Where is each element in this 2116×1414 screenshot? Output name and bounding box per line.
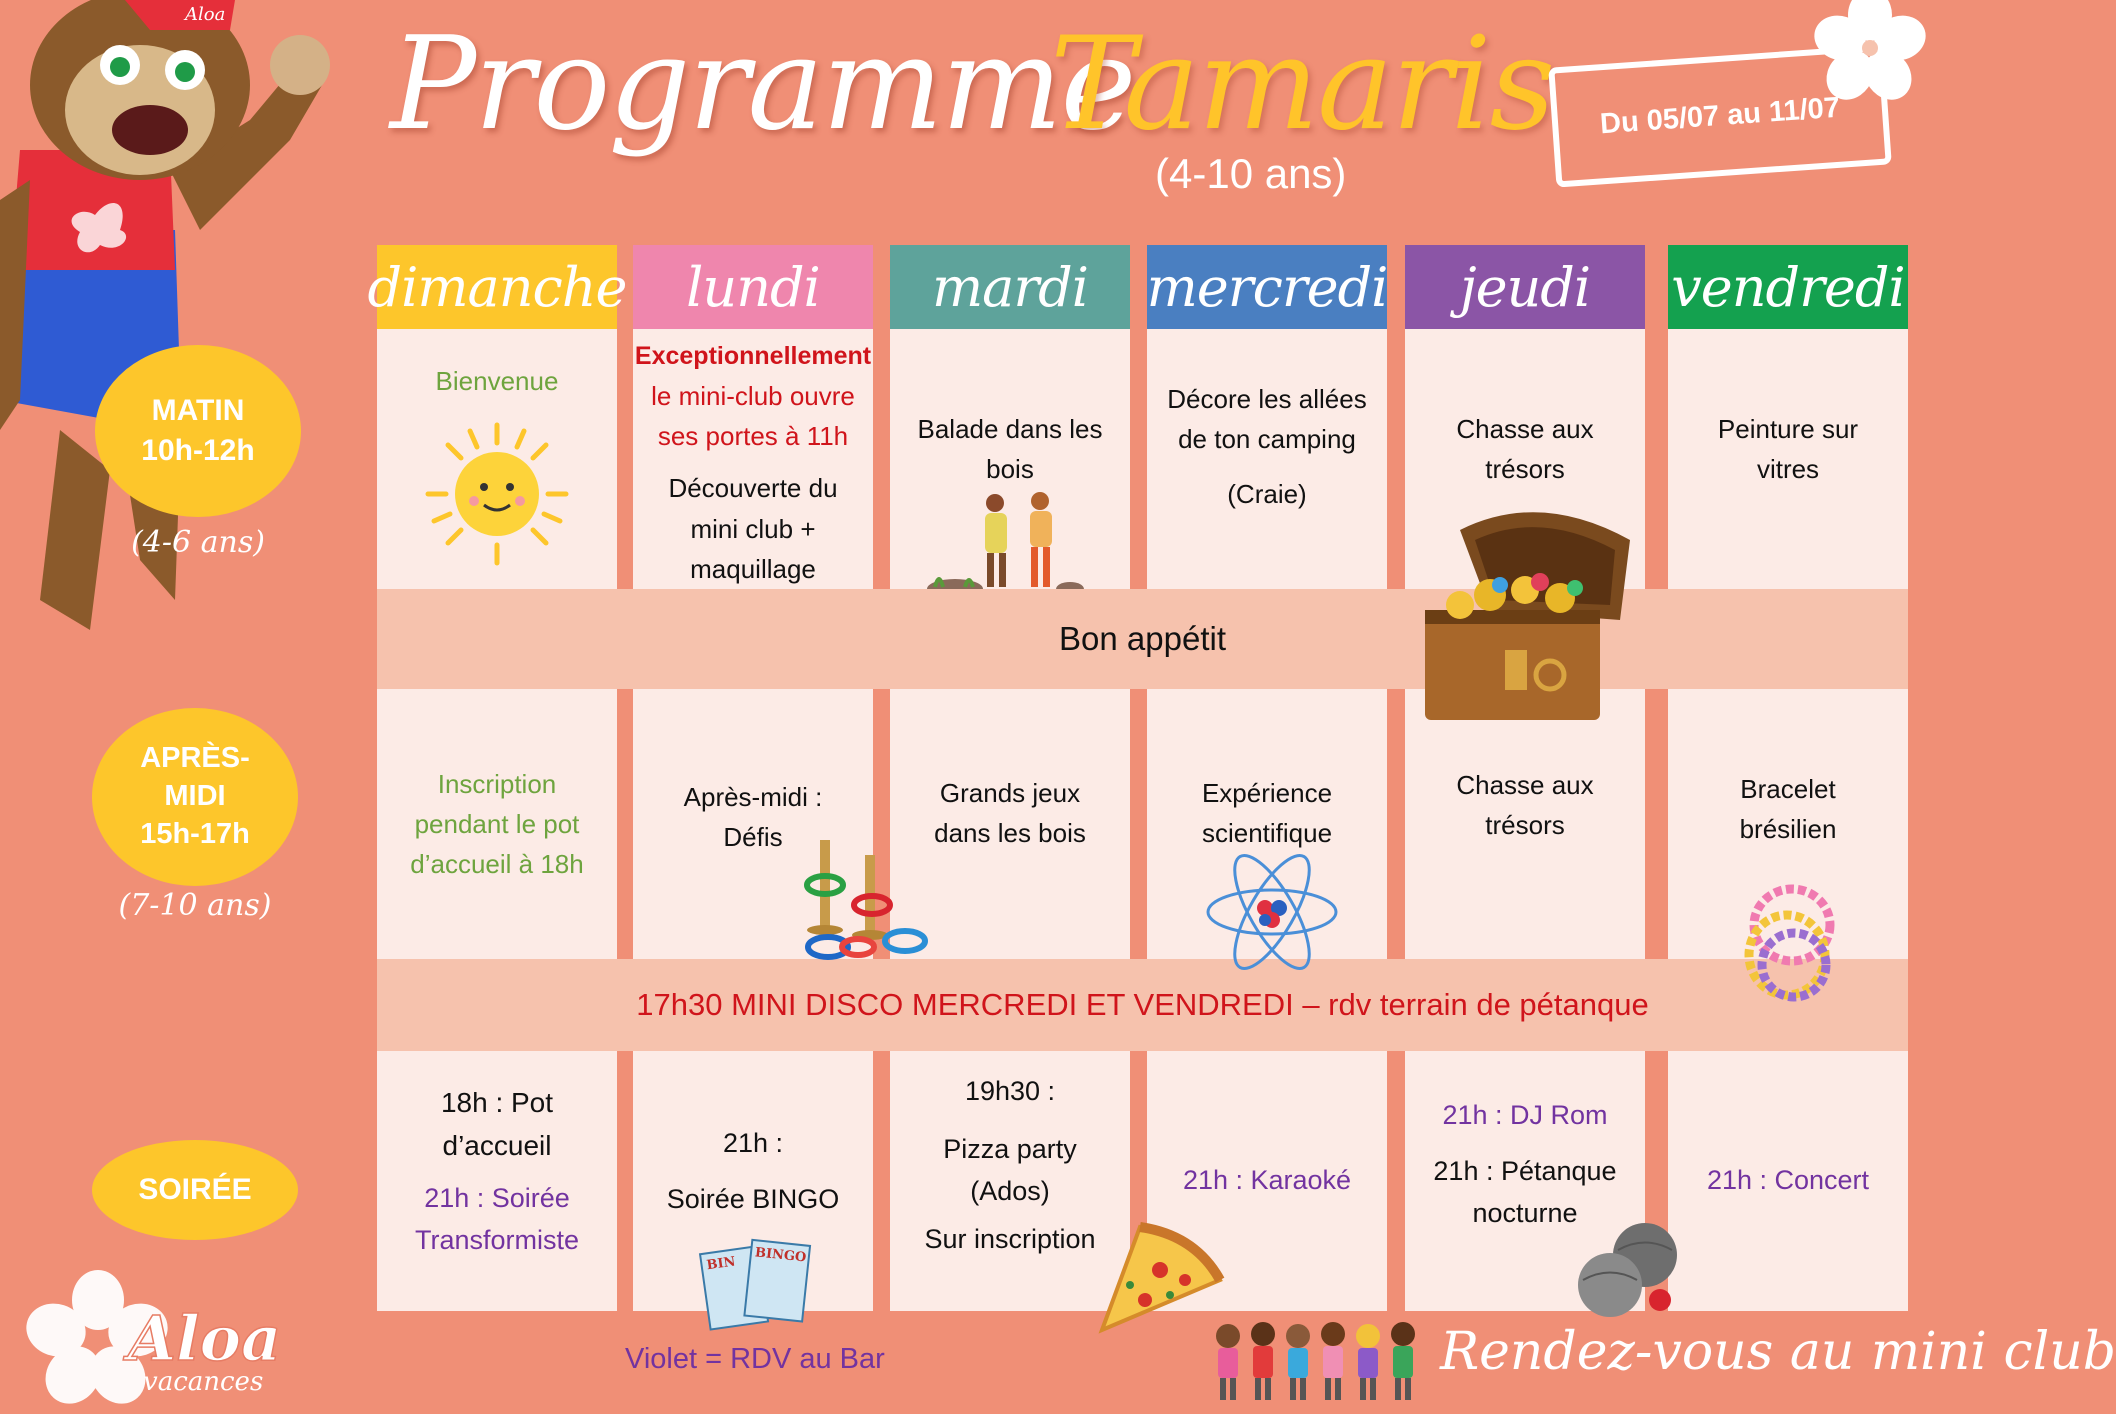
evening-bar-text: Transformiste <box>414 1224 580 1255</box>
ring-toss-icon <box>800 835 930 965</box>
period-afternoon-line1: APRÈS- <box>140 742 250 775</box>
morning-text: bois <box>986 454 1034 485</box>
lunch-band <box>377 589 1908 689</box>
treasure-chest-icon <box>1420 500 1640 730</box>
evening-text: d’accueil <box>442 1130 552 1162</box>
afternoon-text: dans les bois <box>934 818 1086 849</box>
evening-text: Pizza party <box>943 1133 1077 1164</box>
morning-text: vitres <box>1756 454 1820 485</box>
disco-band-text: 17h30 MINI DISCO MERCREDI ET VENDREDI – rdv terrain de pétanque <box>636 987 1649 1022</box>
morning-text: Découverte du <box>668 473 838 504</box>
title-tamaris: Tamaris <box>1050 10 1554 159</box>
afternoon-text: Après-midi : <box>683 782 823 812</box>
bingo-cards-icon <box>700 1237 812 1331</box>
hikers-icon <box>925 489 1095 599</box>
morning-text: maquillage <box>690 553 816 584</box>
title-programme: Programme <box>390 10 1135 159</box>
sun-icon <box>422 419 572 569</box>
afternoon-text: d’accueil à 18h <box>410 849 584 880</box>
disco-band <box>377 959 1908 1051</box>
evening-cell-dimanche <box>377 1051 617 1311</box>
afternoon-text: Expérience <box>1201 778 1333 808</box>
logo-brand-name: Aloa <box>128 1302 282 1375</box>
date-stamp-text: Du 05/07 au 11/07 <box>1599 91 1841 140</box>
legend-bar-note: Violet = RDV au Bar <box>625 1343 885 1375</box>
lunch-band-text: Bon appétit <box>1059 620 1226 657</box>
evening-text: nocturne <box>1472 1197 1578 1228</box>
evening-bar-text: 21h : Concert <box>1706 1165 1870 1196</box>
period-afternoon-badge <box>92 708 298 886</box>
afternoon-cell-dimanche <box>377 689 617 959</box>
afternoon-text: pendant le pot <box>414 808 580 839</box>
evening-text: Sur inscription <box>924 1223 1096 1254</box>
afternoon-text: Grands jeux <box>939 778 1081 808</box>
afternoon-text: Bracelet <box>1740 774 1836 804</box>
evening-bar-text: 21h : Karaoké <box>1182 1165 1352 1196</box>
bingo-card-text-right: BINGO <box>754 1245 807 1266</box>
period-morning-badge <box>95 345 301 517</box>
afternoon-text: trésors <box>1485 810 1565 841</box>
day-header-mercredi: mercredi <box>1147 245 1387 329</box>
morning-text: Bienvenue <box>435 366 559 396</box>
morning-text: Balade dans les <box>917 414 1103 444</box>
morning-cell-vendredi <box>1668 329 1908 589</box>
evening-text: Soirée BINGO <box>666 1183 840 1214</box>
bingo-card-text-left: BIN <box>705 1254 737 1274</box>
evening-cell-vendredi <box>1668 1051 1908 1311</box>
morning-text: (Craie) <box>1227 478 1307 509</box>
evening-bar-text: 21h : DJ Rom <box>1442 1100 1608 1130</box>
evening-text: 21h : Pétanque <box>1433 1155 1617 1186</box>
day-header-mardi: mardi <box>890 245 1130 329</box>
afternoon-text: Défis <box>723 822 783 853</box>
petanque-balls-icon <box>1575 1220 1680 1320</box>
age-range: (4-10 ans) <box>1155 150 1347 197</box>
day-header-jeudi: jeudi <box>1405 245 1645 329</box>
period-afternoon-line2: MIDI <box>164 780 226 813</box>
morning-highlight: Exceptionnellement <box>634 342 872 370</box>
day-header-dimanche: dimanche <box>377 245 617 329</box>
morning-cell-lundi <box>633 329 873 589</box>
period-afternoon-line3: 15h-17h <box>140 817 250 850</box>
morning-cell-mercredi <box>1147 329 1387 589</box>
friendship-bracelet-icon <box>1742 880 1842 1005</box>
afternoon-text: Chasse aux <box>1456 770 1594 800</box>
logo-brand-sub: vacances <box>143 1367 264 1397</box>
morning-text: Peinture sur <box>1717 414 1859 444</box>
period-evening-label: SOIRÉE <box>138 1172 252 1206</box>
day-header-vendredi: vendredi <box>1668 245 1908 329</box>
evening-cell-mardi <box>890 1051 1130 1311</box>
footer-tagline: Rendez-vous au mini club <box>1440 1322 2116 1382</box>
period-morning-line1: MATIN <box>151 393 245 427</box>
afternoon-text: scientifique <box>1201 818 1333 849</box>
aloa-vacances-logo <box>28 1270 288 1400</box>
atom-icon <box>1205 850 1340 975</box>
morning-text: de ton camping <box>1178 424 1356 455</box>
morning-cell-dimanche <box>377 329 617 589</box>
evening-text: 19h30 : <box>964 1076 1056 1106</box>
mascot-cap-text: Aloa <box>185 4 226 25</box>
morning-notice-line: ses portes à 11h <box>657 421 849 452</box>
evening-bar-text: 21h : Soirée <box>424 1182 570 1213</box>
afternoon-text: brésilien <box>1739 814 1837 845</box>
morning-text: Décore les allées <box>1167 384 1367 414</box>
morning-cell-mardi <box>890 329 1130 589</box>
period-evening-badge <box>92 1140 298 1240</box>
children-group-icon <box>1210 1320 1425 1404</box>
morning-text: mini club + <box>690 513 816 544</box>
morning-notice-line: le mini-club ouvre <box>651 380 855 411</box>
hibiscus-flower-icon <box>1815 0 1925 100</box>
period-afternoon-age: (7-10 ans) <box>118 888 272 923</box>
evening-text: (Ados) <box>970 1175 1050 1206</box>
period-morning-line2: 10h-12h <box>141 434 255 467</box>
day-header-lundi: lundi <box>633 245 873 329</box>
morning-text: trésors <box>1485 454 1565 485</box>
period-morning-age: (4-6 ans) <box>131 525 265 560</box>
page-title <box>390 0 1554 220</box>
evening-text: 18h : Pot <box>440 1087 554 1118</box>
morning-text: Chasse aux <box>1456 414 1594 444</box>
evening-text: 21h : <box>722 1128 784 1158</box>
pizza-slice-icon <box>1100 1225 1225 1335</box>
afternoon-text: Inscription <box>437 768 557 799</box>
